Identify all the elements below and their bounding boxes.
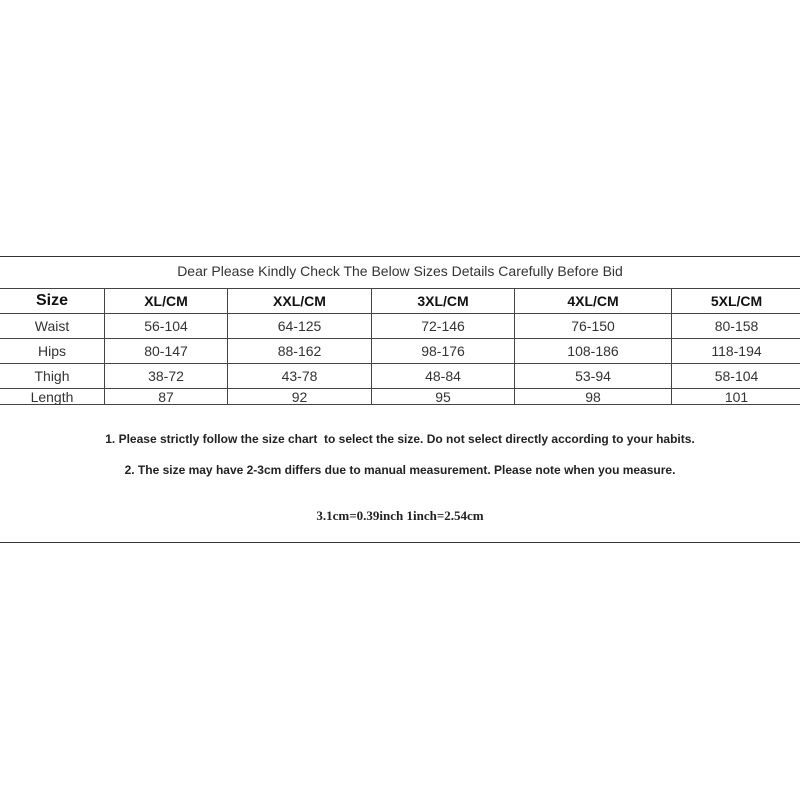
table-cell: 72-146 — [372, 314, 515, 339]
column-header: 3XL/CM — [372, 289, 515, 314]
table-cell: 38-72 — [105, 364, 228, 389]
table-cell: 53-94 — [515, 364, 672, 389]
table-cell: 43-78 — [228, 364, 372, 389]
column-header: 4XL/CM — [515, 289, 672, 314]
row-label: Length — [0, 389, 105, 405]
table-row-hips — [0, 339, 800, 364]
table-row-thigh — [0, 364, 800, 389]
table-cell: 98-176 — [372, 339, 515, 364]
column-header: 5XL/CM — [672, 289, 800, 314]
table-cell: 56-104 — [105, 314, 228, 339]
note-follow-size-chart: 1. Please strictly follow the size chart to select the size. Do not select directly according to your habits. — [105, 432, 695, 446]
table-cell: 101 — [672, 389, 800, 405]
table-cell: 80-158 — [672, 314, 800, 339]
column-header: XL/CM — [105, 289, 228, 314]
row-label: Thigh — [0, 364, 105, 389]
note-measurement-difference: 2. The size may have 2-3cm differs due to manual measurement. Please note when you measure. — [124, 463, 676, 477]
table-cell: 95 — [372, 389, 515, 405]
table-cell: 58-104 — [672, 364, 800, 389]
size-header: Size — [0, 289, 105, 314]
size-table — [0, 288, 800, 405]
table-cell: 48-84 — [372, 364, 515, 389]
table-header-row — [0, 289, 800, 314]
table-row-length — [0, 389, 800, 405]
table-cell: 80-147 — [105, 339, 228, 364]
column-header: XXL/CM — [228, 289, 372, 314]
table-cell: 108-186 — [515, 339, 672, 364]
table-cell: 76-150 — [515, 314, 672, 339]
table-row-waist — [0, 314, 800, 339]
table-cell: 88-162 — [228, 339, 372, 364]
table-cell: 64-125 — [228, 314, 372, 339]
row-label: Waist — [0, 314, 105, 339]
table-cell: 118-194 — [672, 339, 800, 364]
unit-conversion: 3.1cm=0.39inch 1inch=2.54cm — [316, 508, 484, 523]
chart-title: Dear Please Kindly Check The Below Sizes Details Carefully Before Bid — [177, 263, 623, 279]
table-cell: 98 — [515, 389, 672, 405]
row-label: Hips — [0, 339, 105, 364]
table-cell: 87 — [105, 389, 228, 405]
table-cell: 92 — [228, 389, 372, 405]
